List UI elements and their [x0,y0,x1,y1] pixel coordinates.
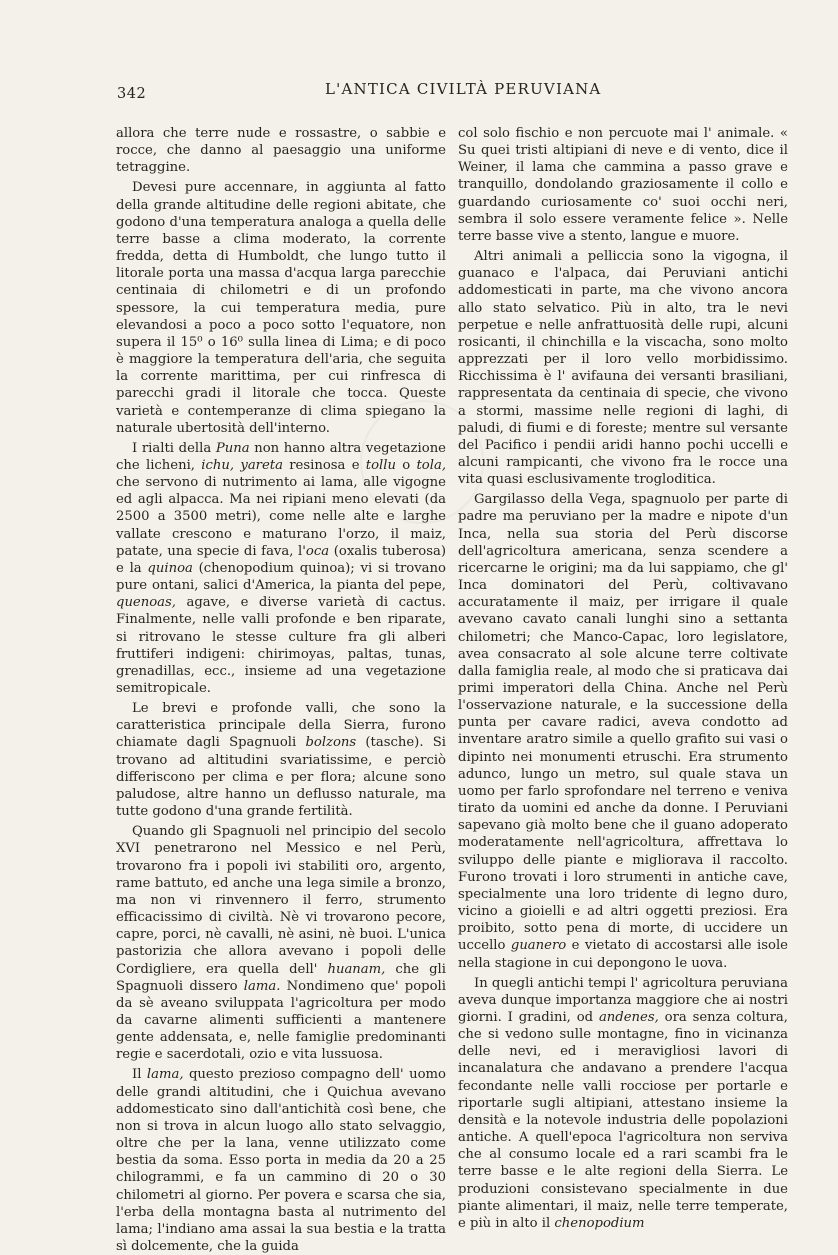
paragraph: Devesi pure accennare, in aggiunta al fatto della grande altitudine delle regioni abitate, che godono d'una temperatura analoga a quella delle terre basse a clima moderato, la corrente fredda, detta di Humboldt, che lungo tutto il litorale porta una massa d'acqua larga parecchie centinaia di chilometri e di un profondo spessore, la cui temperatura media, pure elevandosi a poco a poco sotto l'equatore, non supera il 15⁰ o 16⁰ sulla linea di Lima; e di poco è maggiore la temperatura dell'aria, che seguita la corrente marittima, per cui rinfresca di parecchi gradi il litorale che tocca. Queste varietà e contemperanze di clima spiegano la naturale ubertosità dell'interno. [116,180,446,436]
italic-term: huanam, [327,961,386,977]
paragraph: Gargilasso della Vega, spagnuolo per parte di padre ma peruviano per la madre e nipote d'un Inca, nella sua storia del Perù discorse dell'agricoltura americana, senza scendere a ricercarne le origini; ma da lui sappiamo, che gl' Inca dominatori del Perù, coltivavano accuratamente il maiz, per irrigare il quale avevano cavato canali lunghi sino a settanta chilometri; che Manco-Capac, loro legislatore, avea consacrato al sole alcune terre coltivate dalla famiglia reale, al modo che si praticava dai primi imperatori della China. Anche nel Perù l'osservazione naturale, e la successione della punta per cavare radici, aveva condotto ad inventare aratro simile a quello grafito sui vasi o dipinto nei monumenti etruschi. Era strumento adunco, lungo un metro, sul quale stava un uomo per farlo sprofondare nel terreno e veniva tirato da uomini ed anche da donne. I Peruviani sapevano già molto bene che il guano adoperato moderatamente nell'agricoltura, affrettava lo sviluppo delle piante e migliorava il raccolto. Furono trovati i loro strumenti in antiche cave, specialmente una loro tridente di legno duro, vicino a gioielli e ad altri oggetti preziosi. Era proibito, sotto pena di morte, di uccidere un uccello guanero e vietato di accostarsi alle isole nella stagione in cui depongono le uova. [458,492,788,971]
italic-term: lama. [243,978,281,994]
paragraph: Quando gli Spagnuoli nel principio del secolo XVI penetrarono nel Messico e nel Perù, trovarono fra i popoli ivi stabiliti oro, argento, rame battuto, ed anche una lega simile a bronzo, ma non vi rinvennero il ferro, strumento efficacissimo di civiltà. Nè vi trovarono pecore, capre, porci, nè cavalli, nè asini, nè buoi. L'unica pastorizia che allora avevano i popoli delle Cordigliere, era quella dell' huanam, che gli Spagnuoli dissero lama. Nondimeno que' popoli da sè aveano sviluppata l'agricoltura per modo da cavarne alimenti sufficienti a mantenere gente addensata, e, nelle famiglie predominanti regie e sacerdotali, ozio e vita lussuosa. [116,824,446,1063]
left-column [116,125,446,1255]
italic-term: lama, [146,1067,184,1083]
paragraph: Il lama, questo prezioso compagno dell' uomo delle grandi altitudini, che i Quichua avevano addomesticato sino dall'antichità così bene, che non si trova in alcun luogo allo stato selvaggio, oltre che per la lana, venne utilizzato come bestia da soma. Esso porta in media da 20 a 25 chilogrammi, e fa un cammino di 20 o 30 chilometri al giorno. Per povera e scarsa che sia, l'erba della montagna basta al nutrimento del lama; l'indiano ama assai la sua bestia e la tratta sì dolcemente, che la guida [116,1067,447,1254]
italic-term: quinoa [147,560,193,576]
italic-term: quenoas, [116,595,176,611]
paragraph: I rialti della Puna non hanno altra vegetazione che licheni, ichu, yareta resinosa e tollu o tola, che servono di nutrimento ai lama, alle vigogne ed agli alpacca. Ma nei ripiani meno elevati (da 2500 a 3500 metri), come nelle alte e larghe vallate crescono e maturano l'orzo, il maiz, patate, una specie di fava, l'oca (oxalis tuberosa) e la quinoa (chenopodium quinoa); vi si trovano pure ontani, salici d'America, la pianta del pepe, quenoas, agave, e diverse varietà di cactus. Finalmente, nelle valli profonde e ben riparate, si ritrovano le stesse culture fra gli alberi fruttiferi indigeni: chirimoyas, paltas, tunas, grenadillas, ecc., insieme ad una vegetazione semitropicale. [116,440,447,696]
paragraph: col solo fischio e non percuote mai l' animale. « Su quei tristi altipiani di neve e di vento, dice il Weiner, il lama che cammina a passo grave e tranquillo, dondolando graziosamente il collo e guardando curiosamente co' suoi occhi neri, sembra il solo essere veramente felice ». Nelle terre basse vive a stento, langue e muore. [458,126,788,244]
right-column [458,125,788,1232]
italic-term: tollu [365,457,396,473]
italic-term: tola, [416,457,447,473]
italic-term: Puna [215,440,250,456]
italic-term: guanero [510,938,567,954]
italic-term: oca [305,543,330,559]
running-title: L'ANTICA CIVILTÀ PERUVIANA [325,80,602,98]
paragraph: Altri animali a pelliccia sono la vigogna, il guanaco e l'alpaca, dai Peruviani antichi addomesticati in parte, ma che vivono ancora allo stato selvatico. Più in alto, tra le nevi perpetue e nelle anfrattuosità delle rupi, alcuni rosicanti, il chinchilla e la viscacha, sono molto apprezzati per il loro vello morbidissimo. Ricchissima è l' avifauna dei versanti brasiliani, rappresentata da centinaia di specie, che vivono a stormi, massime nelle regioni di laghi, di paludi, di fiumi e di foreste; mentre sul versante del Pacifico i pendii aridi hanno pochi uccelli e alcuni rampicanti, che vivono fra le rocce una vita quasi esclusivamente trogloditica. [458,249,788,488]
paragraph: Le brevi e profonde valli, che sono la caratteristica principale della Sierra, furono chiamate dagli Spagnuoli bolzons (tasche). Si trovano ad altitudini svariatissime, e perciò differiscono per clima e per flora; alcune sono paludose, altre hanno un deflusso naturale, ma tutte godono d'una grande fertilità. [116,701,446,820]
italic-term: ichu, yareta [201,457,283,473]
paragraph: In quegli antichi tempi l' agricoltura peruviana aveva dunque importanza maggiore che ai nostri giorni. I gradini, od andenes, ora senza coltura, che si vedono sulle montagne, fino in vicinanza delle nevi, ed i meravigliosi lavori di incanalatura che andavano a prendere l'acqua fecondante nelle valli rocciose per portarle e riportarle sugli altipiani, attestano insieme la densità e la notevole industria delle popolazioni antiche. A quell'epoca l'agricoltura non serviva che al consumo locale ed a rari scambi fra le terre basse e le alte regioni della Sierra. Le produzioni consistevano specialmente in due piante alimentari, il maiz, nelle terre temperate, e più in alto il chenopodium [458,975,788,1231]
italic-term: chenopodium [554,1215,645,1231]
italic-term: bolzons [305,735,357,751]
page-number: 342 [117,86,147,102]
italic-term: andenes, [598,1009,659,1025]
paragraph: allora che terre nude e rossastre, o sabbie e rocce, che danno al paesaggio una uniforme tetraggine. [116,126,446,176]
